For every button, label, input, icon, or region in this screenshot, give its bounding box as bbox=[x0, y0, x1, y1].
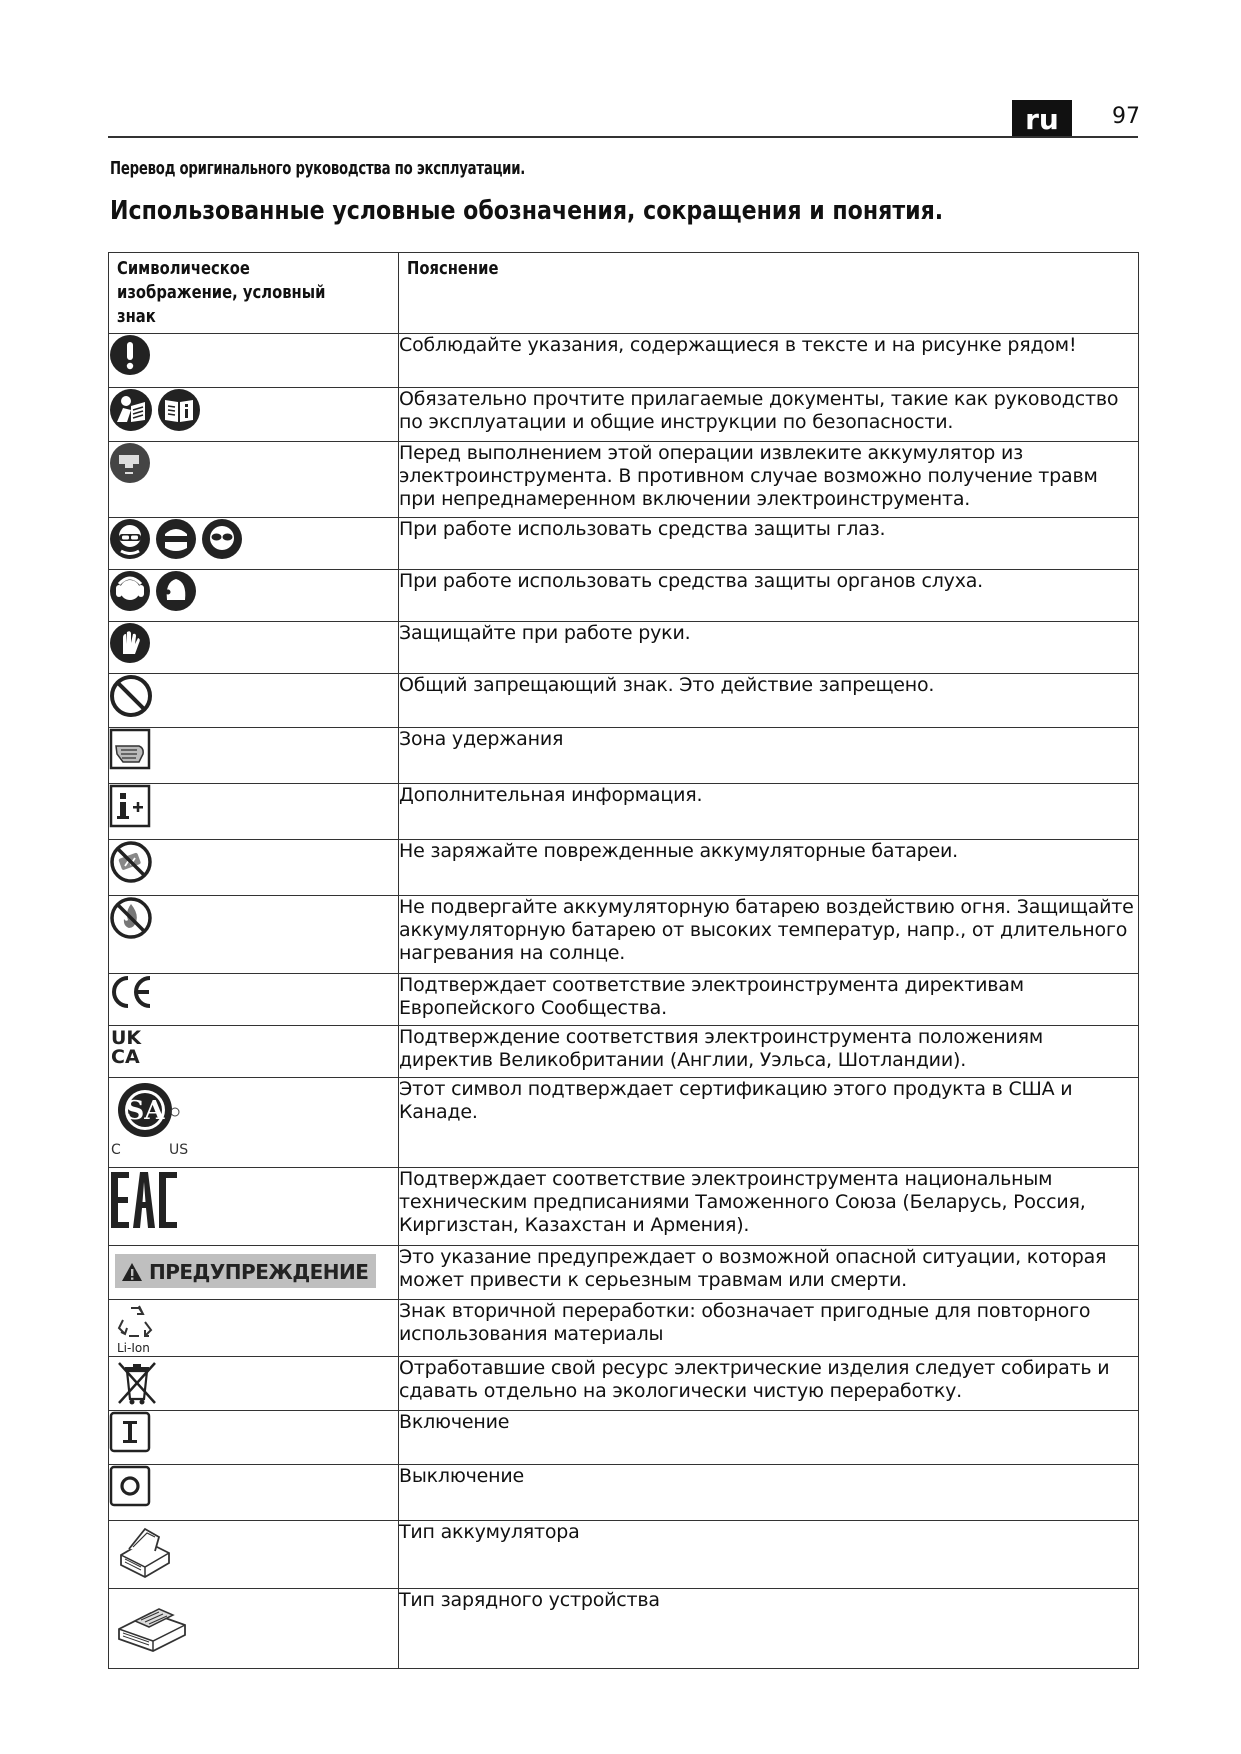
table-row bbox=[109, 518, 1139, 570]
explanation-cell: Этот символ подтверждает сертификацию этого продукта в США и Канаде. bbox=[399, 1078, 1139, 1168]
eac-mark-icon bbox=[109, 1168, 179, 1232]
symbol-cell bbox=[109, 896, 399, 974]
ear-plugs-icon bbox=[155, 570, 197, 612]
explanation-cell: Подтверждение соответствия электроинструмента положениям директив Великобритании (Англии, Уэльса, Шотландии). bbox=[399, 1026, 1139, 1078]
symbol-cell bbox=[109, 518, 399, 570]
symbol-cell bbox=[109, 1026, 399, 1078]
symbol-cell bbox=[109, 1411, 399, 1465]
page-number: 97 bbox=[1112, 104, 1140, 129]
table-row bbox=[109, 1026, 1139, 1078]
symbol-cell bbox=[109, 1078, 399, 1168]
explanation-cell: Тип аккумулятора bbox=[399, 1521, 1139, 1589]
table-row bbox=[109, 334, 1139, 388]
explanation-cell: Тип зарядного устройства bbox=[399, 1589, 1139, 1669]
document-subtitle: Перевод оригинального руководства по эксплуатации. bbox=[110, 158, 526, 179]
face-shield-icon bbox=[155, 518, 197, 560]
explanation-cell: При работе использовать средства защиты глаз. bbox=[399, 518, 1139, 570]
symbols-table bbox=[108, 252, 1139, 1669]
explanation-cell: Дополнительная информация. bbox=[399, 784, 1139, 840]
explanation-cell: Подтверждает соответствие электроинструмента директивам Европейского Сообщества. bbox=[399, 974, 1139, 1026]
symbol-cell bbox=[109, 784, 399, 840]
no-charge-damaged-battery-icon bbox=[109, 840, 153, 884]
page-title: Использованные условные обозначения, сокращения и понятия. bbox=[110, 196, 944, 226]
explanation-cell: Зона удержания bbox=[399, 728, 1139, 784]
li-ion-text: Li-Ion bbox=[117, 1341, 150, 1354]
no-fire-battery-icon bbox=[109, 896, 153, 940]
explanation-cell: Соблюдайте указания, содержащиеся в тексте и на рисунке рядом! bbox=[399, 334, 1139, 388]
header-symbol: Символическое изображение, условный знак bbox=[109, 253, 399, 334]
warning-triangle-icon bbox=[121, 1262, 143, 1282]
table-row bbox=[109, 1300, 1139, 1357]
warning-label-text: ПРЕДУПРЕЖДЕНИЕ bbox=[149, 1260, 369, 1284]
symbol-cell bbox=[109, 622, 399, 674]
explanation-cell: Перед выполнением этой операции извлеките аккумулятор из электроинструмента. В противном случае возможно получение травм при непреднамеренном включении электроинструмента. bbox=[399, 442, 1139, 518]
language-badge: ru bbox=[1012, 100, 1072, 136]
table-row bbox=[109, 1411, 1139, 1465]
read-manual-icon bbox=[109, 388, 153, 432]
table-row bbox=[109, 728, 1139, 784]
table-row bbox=[109, 622, 1139, 674]
header-explanation: Пояснение bbox=[399, 253, 1139, 334]
symbol-cell bbox=[109, 674, 399, 728]
csa-mark-icon bbox=[109, 1078, 199, 1156]
ukca-top-text: UK bbox=[111, 1027, 142, 1049]
info-book-icon bbox=[157, 388, 201, 432]
explanation-cell: Общий запрещающий знак. Это действие запрещено. bbox=[399, 674, 1139, 728]
symbol-cell bbox=[109, 1357, 399, 1411]
li-ion-recycle-icon bbox=[115, 1302, 157, 1354]
battery-pack-icon bbox=[115, 1525, 175, 1583]
grip-zone-icon bbox=[109, 728, 151, 770]
table-row bbox=[109, 674, 1139, 728]
gloves-icon bbox=[109, 622, 151, 664]
symbol-cell bbox=[109, 388, 399, 442]
explanation-cell: Выключение bbox=[399, 1465, 1139, 1521]
explanation-cell: Подтверждает соответствие электроинструмента национальным техническим предписаниями Таможенного Союза (Беларусь, Россия, Киргизстан, Казахстан и Армения). bbox=[399, 1168, 1139, 1246]
table-row bbox=[109, 1357, 1139, 1411]
table-row bbox=[109, 1246, 1139, 1300]
explanation-cell: Обязательно прочтите прилагаемые документы, такие как руководство по эксплуатации и общие инструкции по безопасности. bbox=[399, 388, 1139, 442]
explanation-cell: Включение bbox=[399, 1411, 1139, 1465]
explanation-cell: Это указание предупреждает о возможной опасной ситуации, которая может привести к серьезным травмам или смерти. bbox=[399, 1246, 1139, 1300]
explanation-cell: Знак вторичной переработки: обозначает пригодные для повторного использования материалы bbox=[399, 1300, 1139, 1357]
symbol-cell bbox=[109, 570, 399, 622]
table-row bbox=[109, 1521, 1139, 1589]
explanation-cell: Отработавшие свой ресурс электрические изделия следует собирать и сдавать отдельно на экологически чистую переработку. bbox=[399, 1357, 1139, 1411]
explanation-cell: При работе использовать средства защиты органов слуха. bbox=[399, 570, 1139, 622]
table-row bbox=[109, 1465, 1139, 1521]
symbol-cell bbox=[109, 974, 399, 1026]
table-row bbox=[109, 840, 1139, 896]
table-row bbox=[109, 974, 1139, 1026]
header-rule bbox=[108, 136, 1138, 138]
symbol-cell bbox=[109, 840, 399, 896]
symbol-cell bbox=[109, 1465, 399, 1521]
csa-us-text: US bbox=[169, 1142, 189, 1156]
symbol-cell bbox=[109, 1168, 399, 1246]
ear-muffs-icon bbox=[109, 570, 151, 612]
exclamation-icon bbox=[109, 334, 151, 376]
table-row bbox=[109, 784, 1139, 840]
prohibition-icon bbox=[109, 674, 153, 718]
symbol-cell bbox=[109, 442, 399, 518]
charger-icon bbox=[115, 1595, 189, 1655]
ukca-mark-icon bbox=[109, 1026, 149, 1066]
weee-bin-icon bbox=[115, 1359, 159, 1407]
power-off-icon bbox=[109, 1465, 151, 1507]
goggles-icon bbox=[109, 518, 151, 560]
symbol-cell bbox=[109, 334, 399, 388]
info-plus-icon bbox=[109, 784, 151, 828]
csa-c-text: C bbox=[111, 1142, 121, 1156]
table-row bbox=[109, 1078, 1139, 1168]
safety-glasses-icon bbox=[201, 518, 243, 560]
explanation-cell: Не заряжайте поврежденные аккумуляторные батареи. bbox=[399, 840, 1139, 896]
table-row bbox=[109, 896, 1139, 974]
table-row bbox=[109, 570, 1139, 622]
remove-battery-icon bbox=[109, 442, 151, 484]
svg-text:SA: SA bbox=[125, 1096, 165, 1126]
explanation-cell: Не подвергайте аккумуляторную батарею воздействию огня. Защищайте аккумуляторную батарею от высоких температур, напр., от длительного нагревания на солнце. bbox=[399, 896, 1139, 974]
symbol-cell bbox=[109, 1300, 399, 1357]
table-row bbox=[109, 1589, 1139, 1669]
symbol-cell bbox=[109, 1589, 399, 1669]
symbol-cell bbox=[109, 728, 399, 784]
symbol-cell bbox=[109, 1246, 399, 1300]
warning-label bbox=[115, 1254, 376, 1288]
explanation-cell: Защищайте при работе руки. bbox=[399, 622, 1139, 674]
ukca-bottom-text: CA bbox=[111, 1046, 140, 1066]
symbol-cell bbox=[109, 1521, 399, 1589]
table-row bbox=[109, 1168, 1139, 1246]
table-header-row bbox=[109, 253, 1139, 334]
table-row bbox=[109, 442, 1139, 518]
ce-mark-icon bbox=[109, 974, 155, 1010]
power-on-icon bbox=[109, 1411, 151, 1453]
table-row bbox=[109, 388, 1139, 442]
